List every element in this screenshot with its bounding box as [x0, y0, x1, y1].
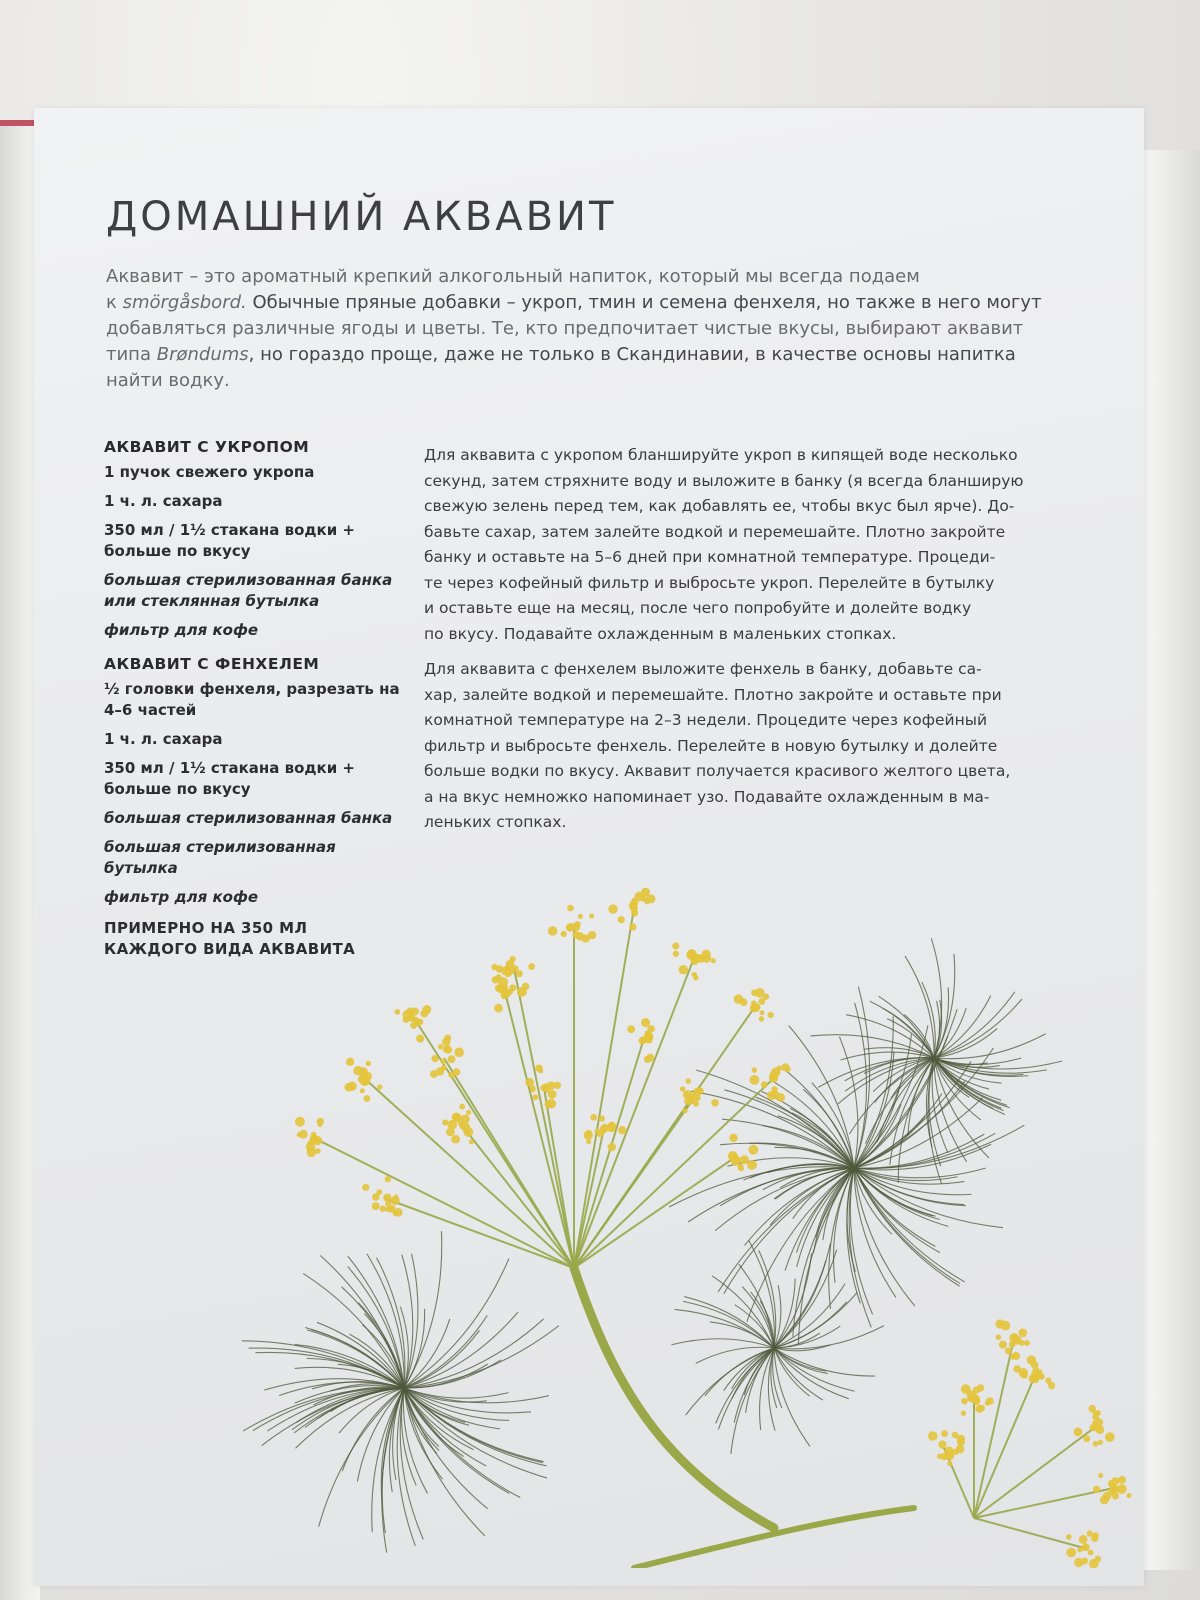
flower-bud	[979, 1405, 985, 1411]
flower-bud	[388, 1205, 396, 1213]
flower-bud	[466, 1110, 471, 1115]
flower-bud	[444, 1034, 451, 1041]
flower-bud	[702, 950, 711, 959]
frond-strand	[774, 1348, 826, 1371]
flower-bud	[315, 1148, 321, 1154]
flower-bud	[608, 904, 617, 913]
ingredient-item: большая стерилизованная банка	[104, 809, 393, 827]
flower-bud	[1092, 1532, 1098, 1538]
frond-strand	[675, 1309, 774, 1348]
flower-bud	[759, 1010, 764, 1015]
frond-strand	[854, 1168, 960, 1284]
flower-bud	[469, 1139, 474, 1144]
flower-bud	[1083, 1435, 1090, 1442]
flower-bud	[986, 1397, 994, 1405]
flower-bud	[299, 1130, 308, 1139]
flower-bud	[729, 1134, 737, 1142]
flower-bud	[693, 954, 702, 963]
frond-strand	[683, 1301, 774, 1348]
flower-bud	[966, 1390, 975, 1399]
flower-bud	[608, 1143, 617, 1152]
flower-bud	[1082, 1543, 1090, 1551]
flower-bud	[576, 932, 584, 940]
flower-bud	[1093, 1441, 1099, 1447]
frond-strand	[404, 1258, 509, 1388]
flower-bud	[711, 1099, 719, 1107]
ingredient-item: фильтр для кофе	[104, 888, 259, 906]
flower-bud	[999, 1341, 1007, 1349]
method-line: больше водки по вкусу. Аквавит получается красивого желтого цвета,	[424, 762, 1011, 780]
flower-bud	[380, 1205, 386, 1211]
flower-bud	[749, 1075, 759, 1085]
flower-bud	[360, 1088, 365, 1093]
umbel-ray	[974, 1378, 1034, 1518]
flower-bud	[1118, 1476, 1126, 1484]
method-line: Для аквавита с укропом бланшируйте укроп в кипящей воде несколько	[424, 446, 1018, 464]
flower-bud	[961, 1398, 968, 1405]
frond-strand	[854, 1168, 1003, 1228]
frond-strand	[671, 1339, 774, 1348]
flower-bud	[1005, 1348, 1012, 1355]
flower-bud	[416, 1035, 424, 1043]
umbel-ray	[574, 958, 694, 1268]
book-page	[34, 108, 1144, 1586]
flower-bud	[561, 931, 567, 937]
flower-bud	[307, 1140, 313, 1146]
umbel-ray	[504, 988, 574, 1268]
flower-bud	[530, 1085, 536, 1091]
flower-bud	[996, 1334, 1002, 1340]
flower-bud	[448, 1055, 456, 1063]
flower-bud	[516, 970, 523, 977]
flower-bud	[758, 998, 765, 1005]
flower-bud	[589, 914, 594, 919]
flower-bud	[1079, 1535, 1088, 1544]
intro-line: Аквавит – это ароматный крепкий алкогольный напиток, который мы всегда подаем	[106, 266, 920, 287]
flower-bud	[937, 1454, 943, 1460]
frond-strand	[404, 1312, 518, 1388]
flower-bud	[1031, 1361, 1039, 1369]
flower-bud	[947, 1461, 952, 1466]
flower-bud	[440, 1058, 446, 1064]
flower-bud	[540, 1084, 547, 1091]
flower-bud	[938, 1440, 946, 1448]
method-line: комнатной температуре на 2–3 недели. Процедите через кофейный	[424, 711, 988, 729]
ingredient-item: ½ головки фенхеля, разрезать на 4–6 частей	[104, 680, 400, 719]
dill-umbels	[295, 888, 1132, 1568]
flower-bud	[504, 969, 512, 977]
frond-strand	[404, 1388, 531, 1413]
ingredient-item: 1 пучок свежего укропа	[104, 463, 315, 481]
dill-method-paragraph	[424, 443, 1024, 647]
method-line: свежую зелень перед тем, как добавлять ее, чтобы вкус был ярче). До-	[424, 497, 1015, 515]
flower-bud	[363, 1072, 372, 1081]
flower-bud	[693, 1101, 699, 1107]
flower-bud	[1074, 1427, 1083, 1436]
flower-bud	[941, 1430, 948, 1437]
flower-bud	[586, 1139, 591, 1144]
frond-strand	[297, 1388, 404, 1422]
flower-bud	[776, 1066, 782, 1072]
flower-bud	[1098, 1473, 1103, 1478]
flower-bud	[317, 1122, 322, 1127]
flower-bud	[1098, 1440, 1103, 1445]
frond-strand	[372, 1388, 404, 1532]
flower-bud	[631, 904, 638, 911]
umbel-ray	[574, 1158, 734, 1268]
flower-bud	[957, 1435, 965, 1443]
frond-strand	[710, 1322, 774, 1348]
ingredient-item: большая стерилизованная бутылка	[104, 838, 336, 877]
intro-line: типа Brøndums, но гораздо проще, даже не только в Скандинавии, в качестве основы напитка	[106, 344, 1016, 365]
flower-bud	[629, 923, 636, 930]
yield-note: ПРИМЕРНО НА 350 МЛ КАЖДОГО ВИДА АКВАВИТА	[104, 919, 356, 958]
flower-bud	[1077, 1547, 1082, 1552]
flower-bud	[618, 1126, 626, 1134]
flower-bud	[1093, 1486, 1100, 1493]
umbel-ray	[574, 1078, 774, 1268]
flower-bud	[748, 1145, 758, 1155]
flower-bud	[362, 1184, 369, 1191]
dill-flower-photo	[214, 868, 1134, 1568]
flower-bud	[734, 994, 744, 1004]
ingredient-item: 1 ч. л. сахара	[104, 730, 223, 748]
method-line: и оставьте еще на месяц, после чего попробуйте и долейте водку	[424, 599, 972, 617]
flower-bud	[627, 1025, 635, 1033]
method-column	[424, 443, 1024, 846]
page-title: ДОМАШНИЙ АКВАВИТ	[106, 194, 617, 240]
flower-bud	[1066, 1548, 1076, 1558]
flower-bud	[554, 1082, 561, 1089]
flower-bud	[410, 1022, 417, 1029]
flower-bud	[447, 1120, 457, 1130]
flower-bud	[644, 1056, 651, 1063]
flower-bud	[768, 1012, 774, 1018]
intro-paragraph	[106, 264, 1042, 394]
method-line: фильтр и выбросьте фенхель. Перелейте в новую бутылку и долейте	[424, 736, 998, 755]
intro-line: к smörgåsbord. Обычные пряные добавки – укроп, тмин и семена фенхеля, но также в него могут	[106, 292, 1042, 313]
flower-bud	[494, 1004, 503, 1013]
flower-bud	[569, 923, 575, 929]
flower-bud	[546, 1099, 556, 1109]
flower-bud	[641, 1018, 650, 1027]
flower-bud	[684, 1097, 692, 1105]
flower-bud	[590, 1114, 597, 1121]
flower-bud	[584, 1131, 593, 1140]
frond-strand	[404, 1326, 559, 1388]
flower-bud	[606, 1123, 616, 1133]
flower-bud	[1020, 1371, 1028, 1379]
flower-bud	[344, 1083, 353, 1092]
flower-bud	[366, 1061, 371, 1066]
frond-strand	[810, 1035, 934, 1058]
flower-bud	[645, 1033, 653, 1041]
flower-bud	[438, 1044, 443, 1049]
intro-line: найти водку.	[106, 370, 230, 391]
flower-bud	[448, 1072, 454, 1078]
flower-bud	[588, 931, 596, 939]
flower-bud	[641, 888, 650, 897]
method-line: те через кофейный фильтр и выбросьте укроп. Перелейте в бутылку	[424, 573, 995, 592]
flower-bud	[1019, 1340, 1025, 1346]
fennel-method-paragraph	[424, 657, 1024, 836]
flower-bud	[761, 1081, 768, 1088]
flower-bud	[618, 916, 625, 923]
ingredient-item: большая стерилизованная банка или стеклянная бутылка	[104, 571, 393, 610]
flower-bud	[498, 977, 508, 987]
flower-bud	[1037, 1369, 1043, 1375]
flower-bud	[685, 1078, 691, 1084]
flower-bud	[644, 899, 649, 904]
ingredient-item: фильтр для кофе	[104, 621, 259, 639]
flower-bud	[737, 1164, 743, 1170]
flower-bud	[673, 951, 679, 957]
flower-bud	[532, 1094, 538, 1100]
flower-bud	[956, 1445, 965, 1454]
flower-bud	[1012, 1352, 1020, 1360]
second-stem	[634, 1508, 914, 1568]
flower-bud	[408, 1014, 415, 1021]
flower-bud	[346, 1058, 354, 1066]
flower-bud	[944, 1454, 949, 1459]
flower-bud	[454, 1048, 464, 1058]
flower-bud	[463, 1127, 473, 1137]
flower-bud	[1024, 1340, 1030, 1346]
method-line: хар, залейте водкой и перемешайте. Плотно закройте и оставьте при	[424, 685, 1002, 704]
flower-bud	[458, 1121, 464, 1127]
flower-bud	[538, 1068, 543, 1073]
flower-bud	[1111, 1477, 1119, 1485]
umbel-ray	[574, 908, 634, 1268]
flower-bud	[711, 958, 716, 963]
flower-bud	[509, 984, 516, 991]
ingredient-item: 350 мл / 1½ стакана водки + больше по вкусу	[104, 521, 356, 560]
flower-bud	[730, 1154, 738, 1162]
flower-bud	[295, 1117, 305, 1127]
frond-strand	[905, 956, 934, 1058]
umbel-ray	[314, 1138, 574, 1268]
flower-bud	[431, 1055, 438, 1062]
flower-bud	[692, 972, 698, 978]
ingredient-item: 1 ч. л. сахара	[104, 492, 223, 510]
method-line: леньких стопках.	[424, 813, 567, 831]
dill-recipe-heading: АКВАВИТ С УКРОПОМ	[104, 438, 310, 456]
flower-bud	[928, 1431, 938, 1441]
flower-bud	[1103, 1492, 1112, 1501]
flower-bud	[1092, 1414, 1099, 1421]
flower-bud	[1088, 1550, 1094, 1556]
flower-bud	[1110, 1484, 1115, 1489]
flower-bud	[594, 1129, 600, 1135]
flower-bud	[672, 942, 679, 949]
flower-bud	[759, 1016, 765, 1022]
fennel-recipe-heading: АКВАВИТ С ФЕНХЕЛЕМ	[104, 655, 320, 673]
umbel-ray	[974, 1518, 1084, 1548]
method-line: Для аквавита с фенхелем выложите фенхель в банку, добавьте са-	[424, 660, 982, 678]
flower-bud	[567, 905, 574, 912]
flower-bud	[444, 1046, 452, 1054]
flower-bud	[548, 926, 558, 936]
method-line: бавьте сахар, затем залейте водкой и перемешайте. Плотно закройте	[424, 522, 1006, 541]
flower-bud	[441, 1065, 447, 1071]
umbel-ray	[974, 1338, 1014, 1518]
flower-bud	[391, 1196, 400, 1205]
flower-bud	[420, 1010, 428, 1018]
flower-bud	[459, 1104, 465, 1110]
frond-strand	[267, 1388, 404, 1431]
flower-bud	[776, 1093, 785, 1102]
flower-bud	[395, 1009, 401, 1015]
flower-bud	[372, 1202, 380, 1210]
flower-bud	[451, 1135, 460, 1144]
flower-bud	[1087, 1530, 1093, 1536]
frond-strand	[854, 1168, 940, 1220]
flower-bud	[599, 1115, 605, 1121]
flower-bud	[1117, 1484, 1127, 1494]
flower-bud	[385, 1176, 391, 1182]
flower-bud	[411, 1007, 419, 1015]
method-line: а на вкус немножко напоминает узо. Подавайте охлажденным в ма-	[424, 787, 990, 806]
method-line: банку и оставьте на 5–6 дней при комнатной температуре. Процеди-	[424, 548, 996, 566]
flower-bud	[602, 1124, 607, 1129]
flower-bud	[383, 1194, 391, 1202]
flower-bud	[973, 1398, 980, 1405]
flower-bud	[1029, 1374, 1037, 1382]
frond-strand	[774, 1348, 810, 1446]
frond-strand	[744, 1168, 854, 1245]
method-line: секунд, затем стряхните воду и выложите в банку (я всегда бланширую	[424, 471, 1024, 490]
flower-bud	[752, 1067, 758, 1073]
flower-bud	[647, 1025, 655, 1033]
flower-bud	[995, 1319, 1004, 1328]
flower-bud	[961, 1411, 966, 1416]
flower-bud	[679, 965, 689, 975]
flower-bud	[1048, 1382, 1055, 1389]
flower-bud	[311, 1132, 317, 1138]
flower-bud	[781, 1063, 789, 1071]
flower-bud	[755, 988, 765, 998]
intro-line: добавляться различные ягоды и цветы. Те, кто предпочитает чистые вкусы, выбирают аквавит	[106, 318, 1024, 339]
flower-bud	[740, 1155, 749, 1164]
flower-bud	[364, 1095, 371, 1102]
dill-ingredient-list	[104, 462, 404, 641]
flower-bud	[376, 1189, 382, 1195]
flower-bud	[1066, 1534, 1072, 1540]
flower-bud	[377, 1084, 382, 1089]
frond-strand	[854, 1003, 867, 1168]
flower-bud	[522, 983, 529, 990]
frond-strand	[404, 1254, 418, 1388]
flower-bud	[1126, 1493, 1131, 1498]
flower-bud	[680, 1086, 686, 1092]
flower-bud	[578, 914, 583, 919]
flower-bud	[528, 963, 535, 970]
flower-bud	[1112, 1492, 1119, 1499]
flower-bud	[548, 1090, 557, 1099]
ingredient-item: 350 мл / 1½ стакана водки + больше по вкусу	[104, 759, 356, 798]
flower-bud	[696, 1096, 701, 1101]
flower-bud	[750, 1004, 758, 1012]
flower-bud	[1090, 1424, 1098, 1432]
method-line: по вкусу. Подавайте охлажденным в маленьких стопках.	[424, 624, 897, 643]
flower-bud	[1105, 1432, 1115, 1442]
flower-bud	[697, 1087, 704, 1094]
flower-bud	[1081, 1558, 1088, 1565]
flower-bud	[1088, 1405, 1095, 1412]
flower-bud	[1018, 1328, 1027, 1337]
flower-bud	[682, 1108, 687, 1113]
